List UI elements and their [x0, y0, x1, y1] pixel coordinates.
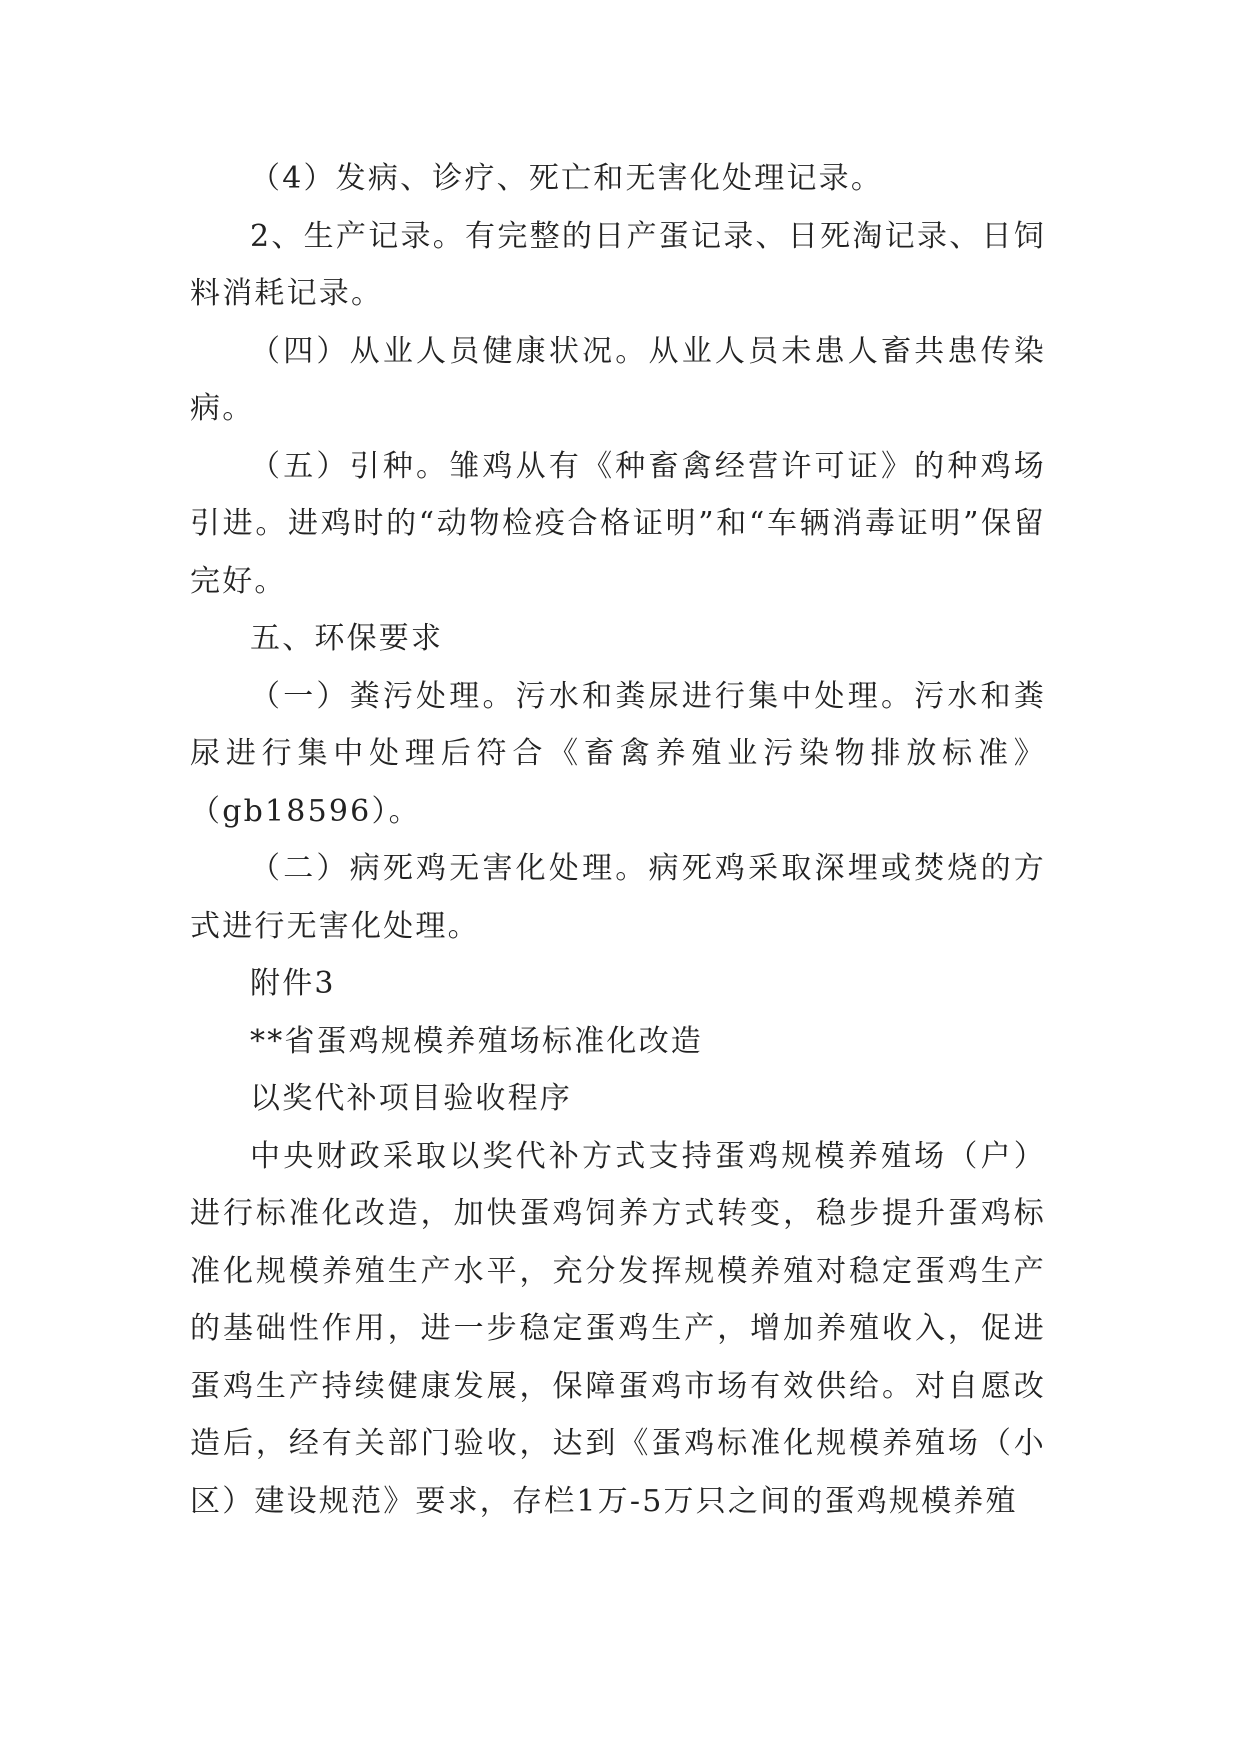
paragraph-breeding-introduction: （五）引种。雏鸡从有《种畜禽经营许可证》的种鸡场引进。进鸡时的“动物检疫合格证明”和“车辆消毒证明”保留完好。 [190, 448, 1046, 599]
attachment-title-line2: 以奖代补项目验收程序 [250, 1081, 572, 1116]
paragraph-central-finance: 中央财政采取以奖代补方式支持蛋鸡规模养殖场（户）进行标准化改造，加快蛋鸡饲养方式转变，稳步提升蛋鸡标准化规模养殖生产水平，充分发挥规模养殖对稳定蛋鸡生产的基础性作用，进一步稳定蛋鸡生产，增加养殖收入，促进蛋鸡生产持续健康发展，保障蛋鸡市场有效供给。对自愿改造后，经有关部门验收，达到《蛋鸡标准化规模养殖场（小区）建设规范》要求，存栏1万-5万只之间的蛋鸡规模养殖 [190, 1138, 1046, 1519]
paragraph-dead-chicken-treatment: （二）病死鸡无害化处理。病死鸡采取深埋或焚烧的方式进行无害化处理。 [190, 851, 1046, 944]
document-body [190, 150, 1046, 1530]
attachment-label: 附件3 [250, 966, 336, 1001]
attachment-title-line1: **省蛋鸡规模养殖场标准化改造 [250, 1023, 703, 1059]
paragraph-staff-health: （四）从业人员健康状况。从业人员未患人畜共患传染病。 [190, 333, 1046, 426]
paragraph-production-record: 2、生产记录。有完整的日产蛋记录、日死淘记录、日饲料消耗记录。 [190, 218, 1046, 311]
paragraph-manure-treatment: （一）粪污处理。污水和粪尿进行集中处理。污水和粪尿进行集中处理后符合《畜禽养殖业污染物排放标准》（gb18596）。 [190, 678, 1046, 829]
section-heading-environment: 五、环保要求 [250, 621, 444, 656]
paragraph-disease-record: （4）发病、诊疗、死亡和无害化处理记录。 [250, 161, 884, 196]
